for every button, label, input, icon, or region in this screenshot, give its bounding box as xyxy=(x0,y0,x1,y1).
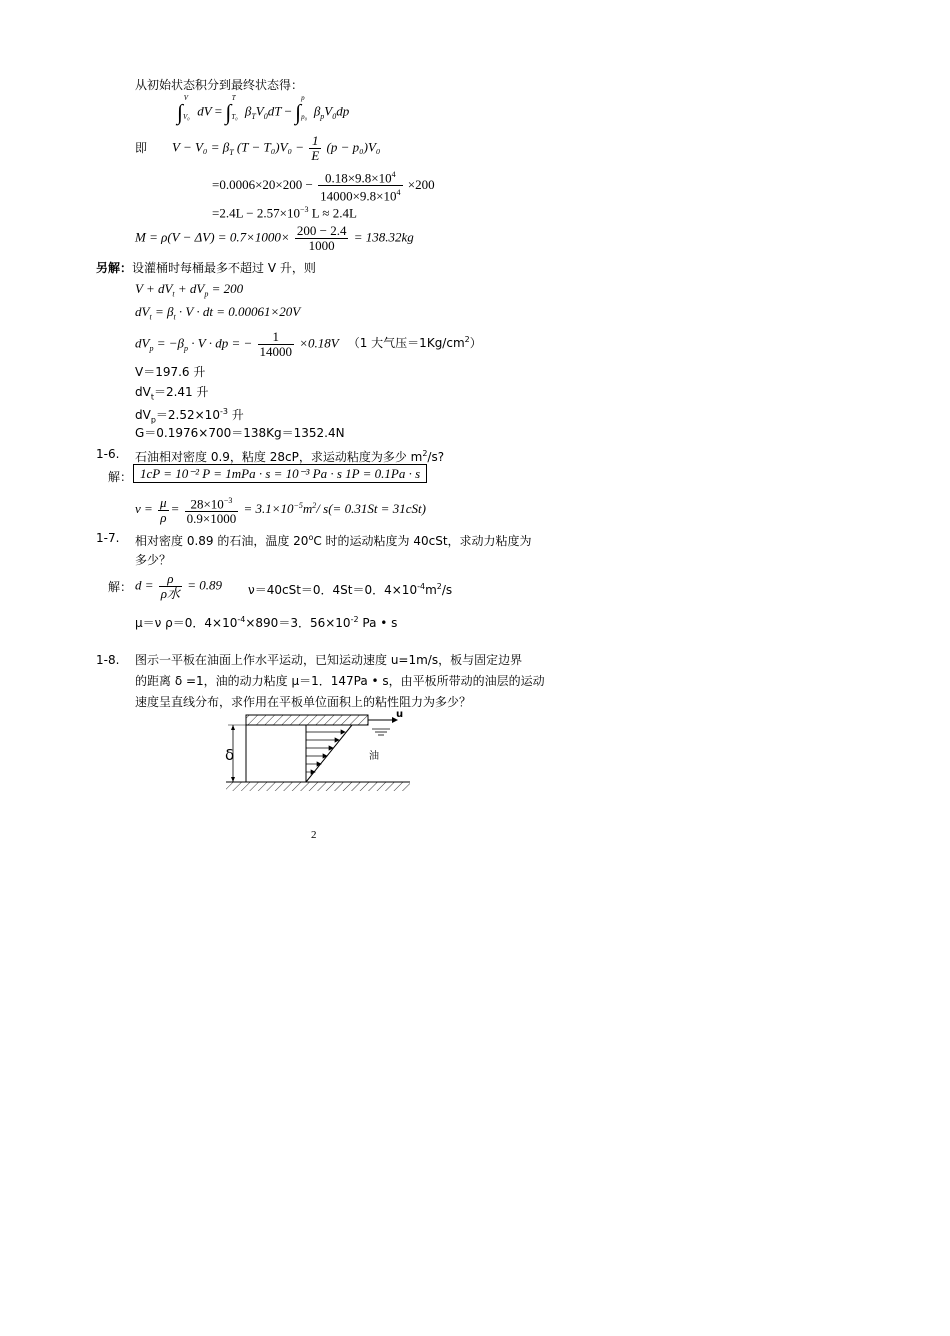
alt-eq3: $dV_p = -\beta_p \cdot V$ · dp = − $\frac{1}{14000}$ ×0.18V （1 大气压$=1Kg/cm^2$） xyxy=(135,329,482,359)
g-result: G＝0.1976×700＝138Kg＝1352.4N xyxy=(135,426,345,440)
dynamic-viscosity-equation: μ＝ν ρ＝0．$4\times 10^{-4}\times 890=3$．$56\times 10^{-2}$ Pa • s xyxy=(135,615,398,630)
delta-label: δ xyxy=(225,746,235,764)
solution-label-1-6: 解： xyxy=(108,470,133,484)
oil-label: 油 xyxy=(369,751,379,762)
alt-eq2: $dV_t = \beta_t \cdot V$ · dt = 0.00061×20V xyxy=(135,304,301,322)
eq2: =0.0006×20×200 − $\frac{0.18\times 9.8\times 10^4}{14000\times 9.8\times 10^4}$ ×200 xyxy=(212,170,435,204)
velocity-label-u: u xyxy=(396,709,404,720)
eq1: $V - V_0 = \beta_T$ (T − T₀)V₀ − $\frac{1}{E}$ (p − p₀)V₀ xyxy=(172,133,381,163)
problem-1-6-number: 1-6. xyxy=(96,447,120,461)
relative-density-equation: d = $\frac{\rho}{\text{ρ水}}$ = 0.89 xyxy=(135,571,223,601)
eq3: $=2.4L - 2.57\times 10^{-3}$ L ≈ 2.4L xyxy=(212,205,358,221)
kinematic-viscosity-equation: ν = $\frac{\mu}{\rho}$ = $\frac{28\times 10^{-3}}{0.9\times 1000}$ = $3.1\times 10^{-5}m^2/$ s(= 0.31St = 31cSt) xyxy=(135,494,426,527)
v-result: V＝197.6 升 xyxy=(135,365,206,379)
problem-1-8-number: 1-8. xyxy=(96,653,120,667)
plate-oil-figure xyxy=(222,708,414,798)
velocity-profile-arrows xyxy=(306,730,345,774)
alt-eq1: $V + dV_t + dV_p = 200$ xyxy=(135,281,244,299)
dvp-result: $dV_p=2.52\times 10^{-3}$ 升 xyxy=(135,407,244,425)
problem-1-8-text-line2: 的距离 δ =1，油的动力粘度 μ＝1．147Pa • s，由平板所带动的油层的运动 xyxy=(135,674,545,688)
unit-conversion-box: 1cP = 10⁻² P = 1mPa · s = 10⁻³ Pa · s 1P = 0.1Pa · s xyxy=(133,466,427,482)
problem-1-7-text-line1: 相对密度 0.89 的石油，温度 20$^o$C 时的运动粘度为 40cSt，求动力粘度为 xyxy=(135,533,532,548)
ji-label: 即 xyxy=(135,141,148,155)
problem-1-7-text-line2: 多少？ xyxy=(135,553,172,567)
problem-1-6-text: 石油相对密度 0.9，粘度 28cP，求运动粘度为多少 $m^2/s$? xyxy=(135,449,445,464)
nu-40cst-equation: ν＝40cSt＝0．4St＝0．$4\times 10^{-4}m^2/s$ xyxy=(248,582,453,597)
problem-1-8-text-line1: 图示一平板在油面上作水平运动，已知运动速度 u=1m/s，板与固定边界 xyxy=(135,653,523,667)
problem-1-8-text-line3: 速度呈直线分布，求作用在平板单位面积上的粘性阻力为多少？ xyxy=(135,695,472,709)
fixed-boundary xyxy=(226,782,410,791)
integral-equation: $\int_{V_0}^V$ dV = $\int_{T_0}^T$ $\beta_TV_0dT - \int_{p_0}^p$ $\beta_pV_0dp$ xyxy=(177,94,350,125)
page-number: 2 xyxy=(311,829,317,841)
alt-solution-heading: 另解：设灌桶时每桶最多不超过 V 升，则 xyxy=(96,261,316,275)
moving-plate xyxy=(246,715,368,725)
mass-equation: M = ρ(V − ΔV) = 0.7×1000× $\frac{200 - 2.4}{1000}$ = 138.32kg xyxy=(135,223,414,253)
intro-text: 从初始状态积分到最终状态得： xyxy=(135,78,304,92)
dvt-result: $dV_t=2.41$ 升 xyxy=(135,385,209,402)
solution-label-1-7: 解： xyxy=(108,580,133,594)
problem-1-7-number: 1-7. xyxy=(96,531,120,545)
